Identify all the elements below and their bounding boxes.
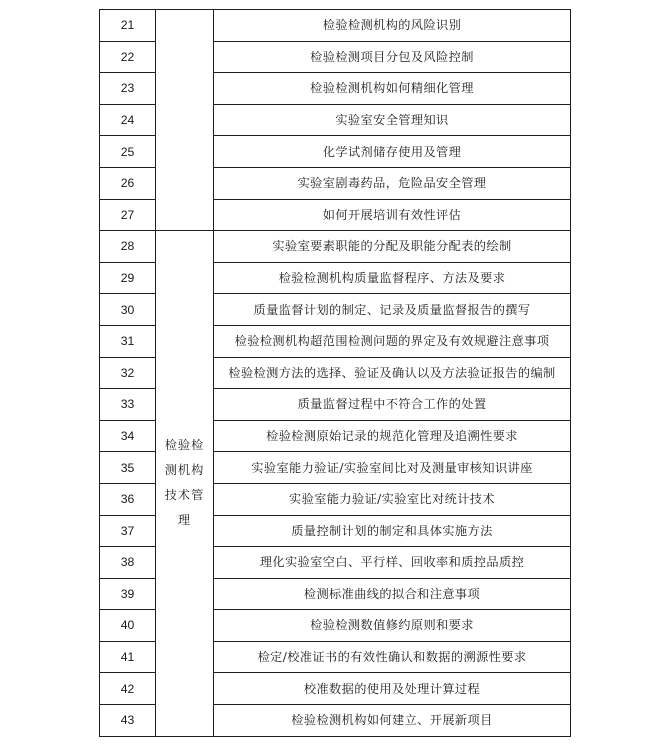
row-number: 40 <box>100 610 156 642</box>
course-title: 实验室能力验证/实验室比对统计技术 <box>214 483 571 515</box>
course-title: 质量监督计划的制定、记录及质量监督报告的撰写 <box>214 294 571 326</box>
course-title: 检验检测机构如何精细化管理 <box>214 73 571 105</box>
course-title: 检验检测机构的风险识别 <box>214 10 571 42</box>
course-title: 检验检测数值修约原则和要求 <box>214 610 571 642</box>
category-cell <box>156 231 214 737</box>
row-number: 22 <box>100 41 156 73</box>
row-number: 31 <box>100 325 156 357</box>
course-title: 实验室剧毒药品，危险品安全管理 <box>214 167 571 199</box>
row-number: 21 <box>100 10 156 42</box>
row-number: 39 <box>100 578 156 610</box>
table-row <box>100 10 571 42</box>
course-title: 化学试剂储存使用及管理 <box>214 136 571 168</box>
course-title: 如何开展培训有效性评估 <box>214 199 571 231</box>
course-title: 检验检测机构超范围检测问题的界定及有效规避注意事项 <box>214 325 571 357</box>
row-number: 34 <box>100 420 156 452</box>
row-number: 42 <box>100 673 156 705</box>
course-title: 实验室安全管理知识 <box>214 104 571 136</box>
row-number: 23 <box>100 73 156 105</box>
course-title: 理化实验室空白、平行样、回收率和质控品质控 <box>214 547 571 579</box>
row-number: 36 <box>100 483 156 515</box>
table-row <box>100 231 571 263</box>
course-title: 检验检测机构如何建立、开展新项目 <box>214 705 571 737</box>
course-title: 检验检测机构质量监督程序、方法及要求 <box>214 262 571 294</box>
course-table <box>99 9 571 737</box>
course-title: 质量监督过程中不符合工作的处置 <box>214 389 571 421</box>
category-label-line: 技术管 <box>164 488 205 503</box>
category-cell-empty <box>156 10 214 231</box>
course-title: 检验检测原始记录的规范化管理及追溯性要求 <box>214 420 571 452</box>
row-number: 38 <box>100 547 156 579</box>
category-label-line: 理 <box>177 513 192 528</box>
course-title: 检定/校准证书的有效性确认和数据的溯源性要求 <box>214 641 571 673</box>
course-title: 检测标准曲线的拟合和注意事项 <box>214 578 571 610</box>
course-title: 实验室要素职能的分配及职能分配表的绘制 <box>214 231 571 263</box>
course-title: 实验室能力验证/实验室间比对及测量审核知识讲座 <box>214 452 571 484</box>
row-number: 29 <box>100 262 156 294</box>
category-label-line: 测机构 <box>164 463 205 478</box>
row-number: 30 <box>100 294 156 326</box>
row-number: 43 <box>100 705 156 737</box>
row-number: 41 <box>100 641 156 673</box>
row-number: 37 <box>100 515 156 547</box>
row-number: 35 <box>100 452 156 484</box>
row-number: 26 <box>100 167 156 199</box>
course-title: 校准数据的使用及处理计算过程 <box>214 673 571 705</box>
course-title: 检验检测项目分包及风险控制 <box>214 41 571 73</box>
course-title: 质量控制计划的制定和具体实施方法 <box>214 515 571 547</box>
row-number: 32 <box>100 357 156 389</box>
row-number: 24 <box>100 104 156 136</box>
category-label-line: 检验检 <box>164 438 205 453</box>
row-number: 28 <box>100 231 156 263</box>
row-number: 33 <box>100 389 156 421</box>
row-number: 25 <box>100 136 156 168</box>
course-title: 检验检测方法的选择、验证及确认以及方法验证报告的编制 <box>214 357 571 389</box>
row-number: 27 <box>100 199 156 231</box>
